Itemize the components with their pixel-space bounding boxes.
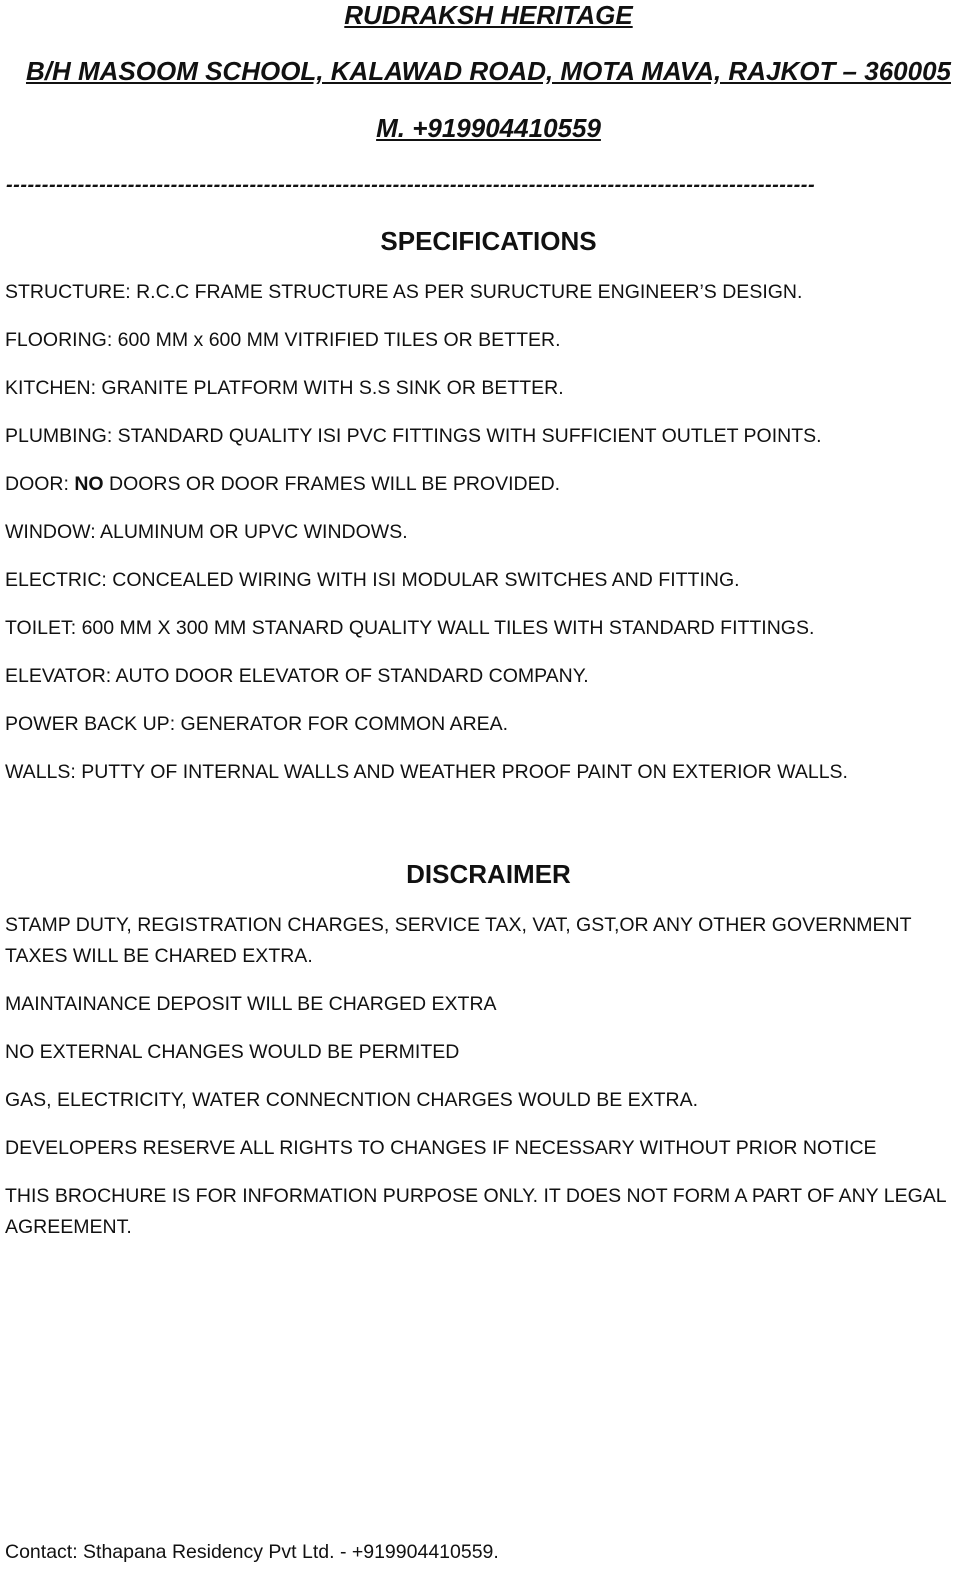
disclaimer-item: THIS BROCHURE IS FOR INFORMATION PURPOSE ONLY. IT DOES NOT FORM A PART OF ANY LEGAL AGREEMENT.	[5, 1185, 946, 1238]
spec-item-door	[5, 469, 955, 500]
spec-item-toilet: TOILET: 600 MM X 300 MM STANARD QUALITY WALL TILES WITH STANDARD FITTINGS.	[5, 617, 815, 639]
spec-door-text: DOORS OR DOOR FRAMES WILL BE PROVIDED.	[103, 473, 561, 495]
spec-door-label: DOOR:	[5, 473, 75, 495]
disclaimer-title: DISCRAIMER	[406, 859, 571, 889]
project-name: RUDRAKSH HERITAGE	[344, 0, 633, 30]
spec-item-structure: STRUCTURE: R.C.C FRAME STRUCTURE AS PER SURUCTURE ENGINEER’S DESIGN.	[5, 281, 803, 303]
spec-item-walls: WALLS: PUTTY OF INTERNAL WALLS AND WEATHER PROOF PAINT ON EXTERIOR WALLS.	[5, 761, 848, 783]
spec-item-flooring: FLOORING: 600 MM x 600 MM VITRIFIED TILES OR BETTER.	[5, 329, 561, 351]
spec-item-plumbing: PLUMBING: STANDARD QUALITY ISI PVC FITTINGS WITH SUFFICIENT OUTLET POINTS.	[5, 425, 822, 447]
spec-item-window: WINDOW: ALUMINUM OR UPVC WINDOWS.	[5, 521, 408, 543]
disclaimer-item: GAS, ELECTRICITY, WATER CONNECNTION CHARGES WOULD BE EXTRA.	[5, 1089, 699, 1111]
spec-door-emphasis: NO	[74, 473, 104, 495]
separator-line: -----------------------------------------------------------------------------------------------------------------	[6, 174, 816, 196]
disclaimer-item: NO EXTERNAL CHANGES WOULD BE PERMITED	[5, 1041, 460, 1063]
specifications-title: SPECIFICATIONS	[380, 226, 597, 256]
spec-item-electric: ELECTRIC: CONCEALED WIRING WITH ISI MODULAR SWITCHES AND FITTING.	[5, 569, 740, 591]
spec-item-elevator: ELEVATOR: AUTO DOOR ELEVATOR OF STANDARD COMPANY.	[5, 665, 589, 687]
disclaimer-item: STAMP DUTY, REGISTRATION CHARGES, SERVICE TAX, VAT, GST,OR ANY OTHER GOVERNMENT TAXES WILL BE CHARED EXTRA.	[5, 914, 912, 967]
disclaimer-item: MAINTAINANCE DEPOSIT WILL BE CHARGED EXTRA	[5, 993, 497, 1015]
contact-footer: Contact: Sthapana Residency Pvt Ltd. - +919904410559.	[5, 1541, 499, 1563]
disclaimer-item: DEVELOPERS RESERVE ALL RIGHTS TO CHANGES IF NECESSARY WITHOUT PRIOR NOTICE	[5, 1137, 877, 1159]
mobile-number: M. +919904410559	[376, 113, 601, 143]
spec-item-power-backup: POWER BACK UP: GENERATOR FOR COMMON AREA.	[5, 713, 509, 735]
project-address: B/H MASOOM SCHOOL, KALAWAD ROAD, MOTA MAVA, RAJKOT – 360005	[25, 56, 951, 86]
spec-item-kitchen: KITCHEN: GRANITE PLATFORM WITH S.S SINK OR BETTER.	[5, 377, 564, 399]
